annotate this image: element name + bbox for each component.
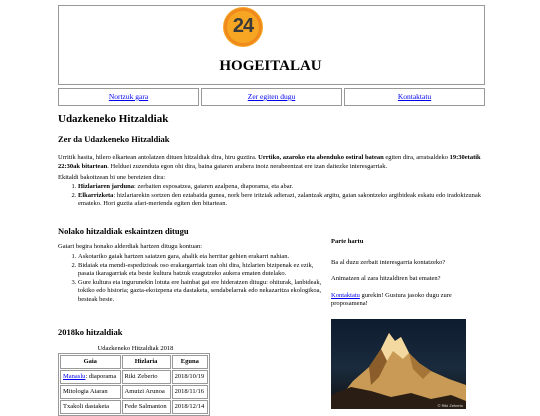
aside-question-2: Animatzen al zara hitzaldiren bat ematen? [331,275,441,282]
section1-parts-intro: Ekitaldi bakoitzean bi une bereizten dira: [58,174,166,181]
column-header: Eguna [172,355,208,369]
photo-credit: © Riki Zeberio [437,403,463,408]
aside-question-1: Ba al duzu zerbait interesgarria kontatzeko? [331,258,446,266]
table-row [60,370,208,384]
aside-heading: Parte hartu [331,238,364,245]
aside-contact-link[interactable]: Kontaktatu [331,291,360,299]
section2-heading: Nolako hitzaldiak eskaintzen ditugu [58,226,189,236]
table-cell: Amutzi Arunoa [122,385,171,399]
table-cell: 2018/10/19 [172,370,208,384]
list-item: 1. Hizlariaren jarduna: zerbaiten esposatzea, gaiaren azalpena, diaporama, eta abar. [78,183,488,192]
table-cell: Riki Zeberio [122,370,171,384]
table-cell: 2018/11/16 [172,385,208,399]
mountain-illustration [331,319,466,409]
page-title: Udazkeneko Hitzaldiak [58,113,169,125]
table-row [60,385,208,399]
table-cell: Txakoli dastaketa [60,400,121,414]
nav-zer-egiten-dugu[interactable]: Zer egiten dugu [201,88,342,106]
main-nav [58,88,485,106]
section1-parts-list [66,183,488,209]
talks-table-wrap [58,345,213,416]
table-cell: Manaslu: diaporama [60,370,121,384]
table-cell: 2018/12/14 [172,400,208,414]
table-cell: Fede Salmanton [122,400,171,414]
table-row [60,400,208,414]
column-header: Gaia [60,355,121,369]
section2-list [66,253,326,304]
list-item: 3. Gure kultura eta ingurunekin lotuta ere hainbat gai ere hideratzen ditugu: ohiturak, lanbideak, tokiko edo historia; gazta-ekoizpena eta dastaketa, sendabelarrak edo nekazaritza ekologikoa, besteak beste. [78,279,326,305]
list-item: 2. Bidaiak eta mendi-espedizioak oso erakargarriak izan ohi dira, hizlarien bizipenak ez ezik, pasaia ikaragarriak eta beste kultura batzuk ezagutzeko aukera ematen dutelako. [78,262,326,279]
table-caption: Udazkeneko Hitzaldiak 2018 [97,345,174,352]
list-item: 1. Askotariko gaiak hartzen saiatzen gara, ahalik eta herritar gehien erakarri nahian. [78,253,326,262]
site-title: HOGEITALAU [219,58,322,74]
section3-heading: 2018ko hitzaldiak [58,327,123,337]
talks-table [58,353,210,416]
manaslu-link[interactable]: Manaslu [63,373,86,380]
list-item: 2. Elkarrizketa: hizlariarekin sortzen den eztabaida gunea, nork bere iritziak adierazi, zalantzak argitu, gaian sakontzeko argibideak eskatu edo iradokizunak emateko. Hori guztia afari-merienda egiten den bitartean. [78,192,488,209]
logo-number: 24 [232,15,254,37]
table-cell: Mitologia Aiaran [60,385,121,399]
section1-intro: Urritik hasita, hilero elkartean antolatzen dituen hitzaldiak dira, hiru guztira. Urrtiko, azaroko eta abenduko ostiral batean egiten dira, arratsaldeko 19:30etatik 22:30ak bitartean. Helduei zuzenduta egon ohi dira, baina gaiaren arabera inoiz nerabeentzat ere izan daitezke interesgarriak. [58,154,481,170]
site-logo [223,7,263,47]
mountain-photo [331,319,466,409]
column-header: Hizlaria [122,355,171,369]
nav-nortzuk-gara[interactable]: Nortzuk gara [58,88,199,106]
table-header-row [60,355,208,369]
nav-kontaktatu[interactable]: Kontaktatu [344,88,485,106]
participate-aside [331,238,486,317]
section1-heading: Zer da Udazkeneko Hitzaldiak [58,134,170,144]
aside-contact-text: Kontaktatu gurekin! Gustura jasoko dugu zure proposamena! [331,291,452,307]
section2-intro: Gaiari begira honako alderdiak hartzen ditugu kontuan: [58,243,203,250]
